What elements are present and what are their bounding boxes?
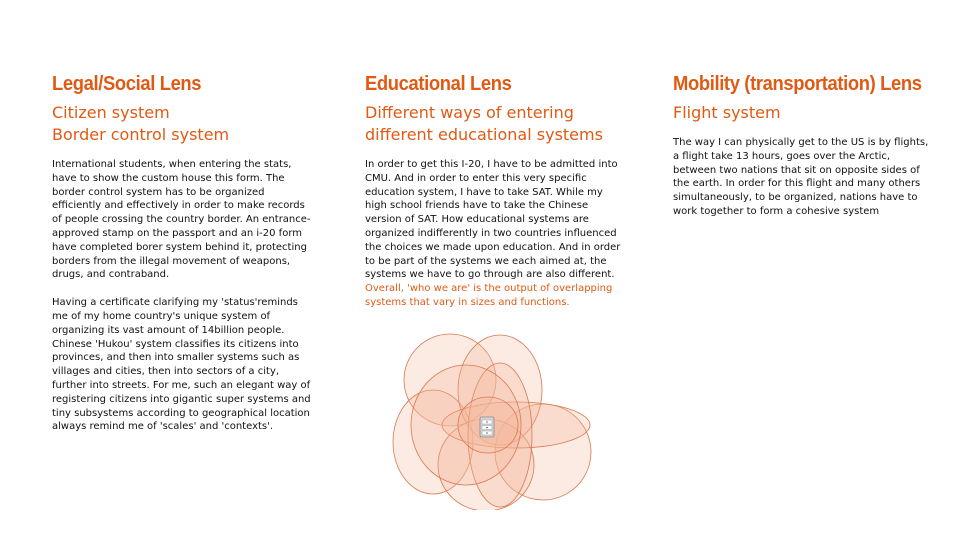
legal-social-paragraph-1: International students, when entering the stats, have to show the custom house this form. The border control system has to be organized efficiently and effectively in order to make records of people crossing the country border. An entrance-approved stamp on the passport and an i-20 form have completed borer system behind it, protecting borders from the illegal movement of weapons, drugs, and contraband. — [52, 159, 311, 281]
subtitle-educational-systems: different educational systems — [365, 125, 603, 144]
legal-social-subtitles — [52, 102, 314, 146]
legal-social-heading: Legal/Social Lens — [52, 73, 202, 95]
subtitle-flight-system: Flight system — [673, 103, 781, 122]
subtitle-citizen-system: Citizen system — [52, 103, 170, 122]
overlapping-systems-diagram — [388, 330, 598, 510]
legal-social-paragraph-2: Having a certificate clarifying my 'status'reminds me of my home country's unique system of organizing its vast amount of 14billion people. Chinese 'Hukou' system classifies its citizens into provinces, and then into smaller systems such as villages and cities, then into sectors of a city, further into streets. For me, such an elegant way of registering citizens into gigantic super systems and tiny subsystems according to geographical location always remind me of 'scales' and 'contexts'. — [52, 297, 311, 433]
legal-social-column — [52, 70, 314, 434]
educational-column — [365, 70, 621, 310]
educational-heading: Educational Lens — [365, 73, 512, 95]
educational-highlight: Overall, 'who we are' is the output of overlapping systems that vary in sizes and functions. — [365, 283, 613, 308]
educational-subtitles — [365, 102, 621, 146]
educational-paragraph — [365, 158, 621, 310]
subtitle-border-control: Border control system — [52, 125, 230, 144]
educational-paragraph-text: In order to get this I-20, I have to be admitted into CMU. And in order to enter this very specific education system, I have to take SAT. While my high school friends have to take the Chinese version of SAT. How educational systems are organized indifferently in two countries influenced the choices we made upon education. And in order to be part of the systems we each aimed at, the systems we have to go through are also different. — [365, 159, 621, 281]
mobility-column — [673, 70, 931, 219]
mobility-paragraph: The way I can physically get to the US is by flights, a flight take 13 hours, goes over the Arctic, between two nations that sit on opposite sides of the earth. In order for this flight and many others simultaneously, to be organized, nations have to work together to form a cohesive system — [673, 137, 929, 217]
mobility-subtitles — [673, 102, 931, 124]
subtitle-ways-of-entering: Different ways of entering — [365, 103, 574, 122]
filing-cabinet-icon — [480, 417, 494, 437]
mobility-heading: Mobility (transportation) Lens — [673, 73, 922, 95]
